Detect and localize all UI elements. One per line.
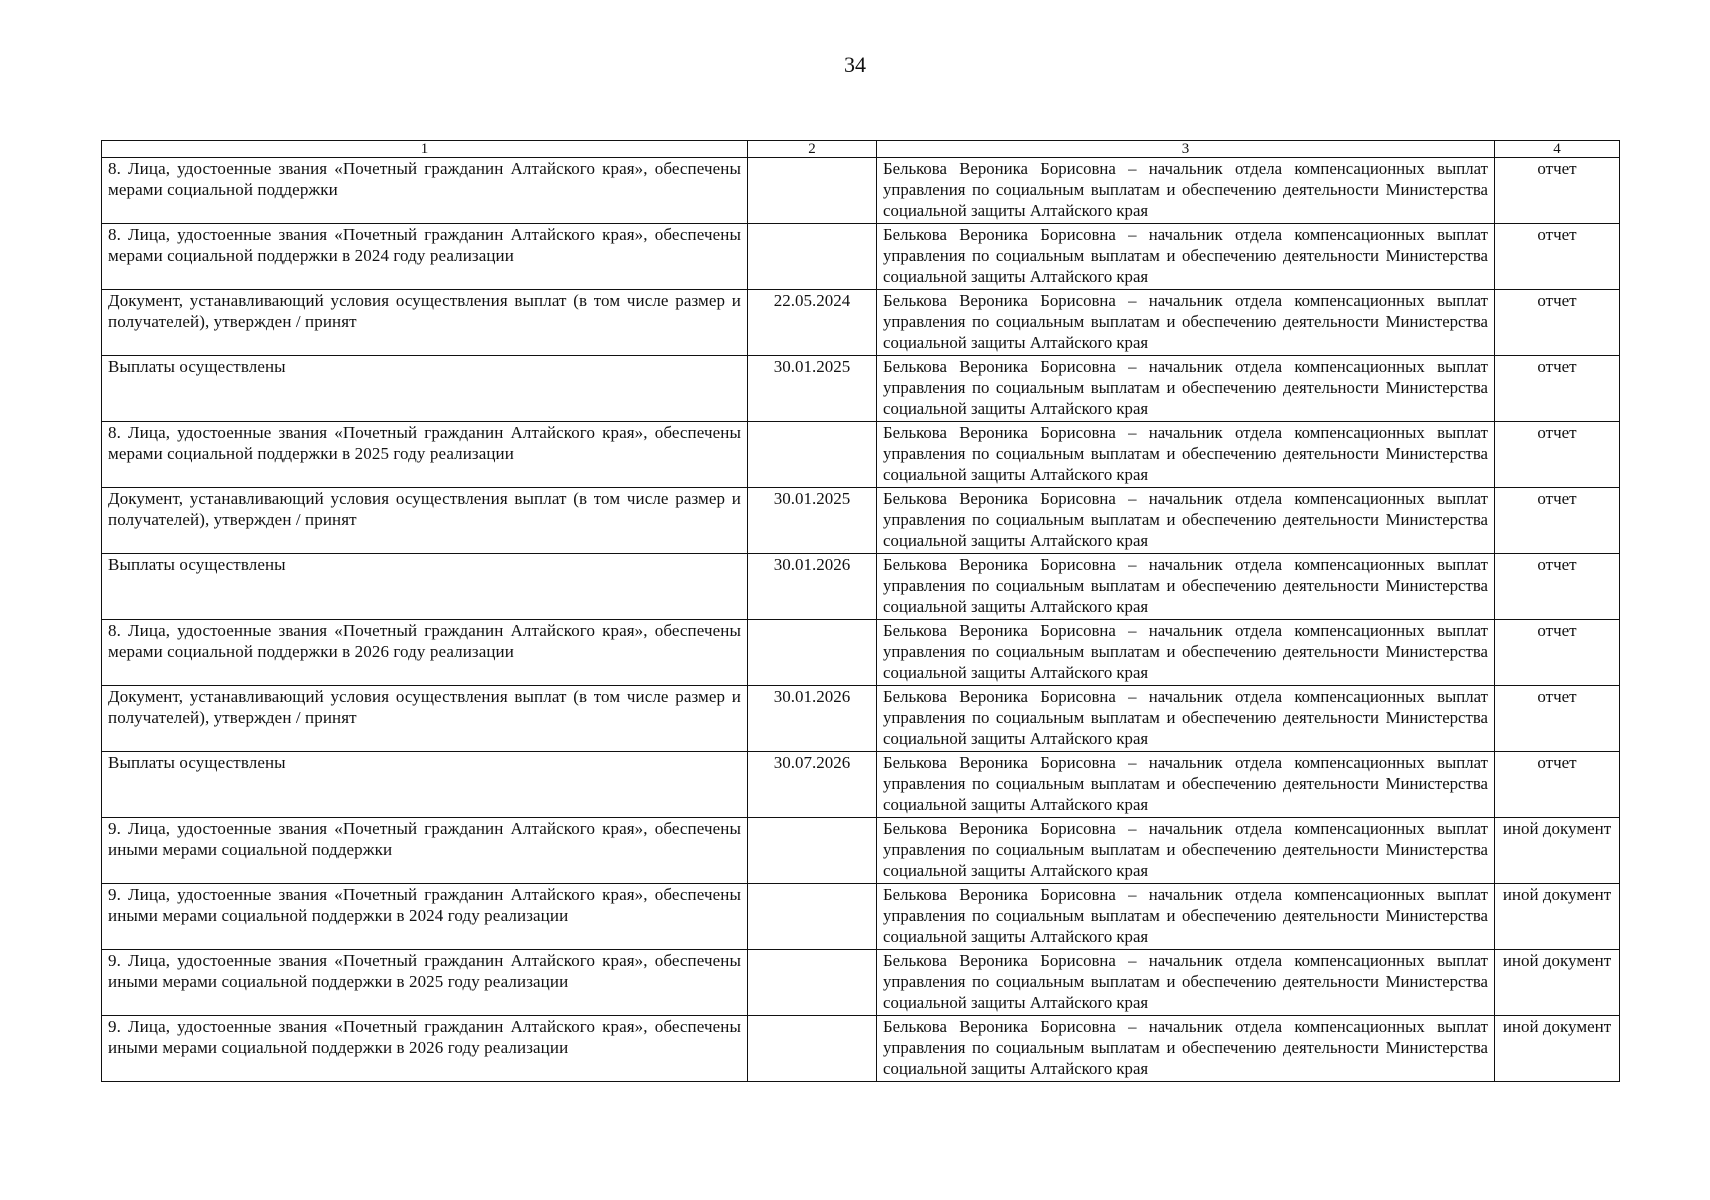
responsible-cell: Белькова Вероника Борисовна – начальник отдела компенсационных выплат управления по социальным выплатам и обеспечению деятельности Министерства социальной защиты Алтайского края	[877, 950, 1495, 1016]
responsible-cell: Белькова Вероника Борисовна – начальник отдела компенсационных выплат управления по социальным выплатам и обеспечению деятельности Министерства социальной защиты Алтайского края	[877, 488, 1495, 554]
page-number: 34	[844, 52, 866, 77]
column-header: 3	[877, 141, 1495, 158]
date-cell	[748, 884, 877, 950]
document-type-cell: иной документ	[1495, 950, 1620, 1016]
date-cell	[748, 620, 877, 686]
result-cell: 8. Лица, удостоенные звания «Почетный гражданин Алтайского края», обеспечены мерами социальной поддержки	[102, 158, 748, 224]
date-cell: 22.05.2024	[748, 290, 877, 356]
table-row	[102, 620, 1620, 686]
column-header: 4	[1495, 141, 1620, 158]
result-cell: 9. Лица, удостоенные звания «Почетный гражданин Алтайского края», обеспечены иными мерами социальной поддержки в 2026 году реализации	[102, 1016, 748, 1082]
responsible-cell: Белькова Вероника Борисовна – начальник отдела компенсационных выплат управления по социальным выплатам и обеспечению деятельности Министерства социальной защиты Алтайского края	[877, 818, 1495, 884]
table-row	[102, 224, 1620, 290]
responsible-cell: Белькова Вероника Борисовна – начальник отдела компенсационных выплат управления по социальным выплатам и обеспечению деятельности Министерства социальной защиты Алтайского края	[877, 554, 1495, 620]
result-cell: Документ, устанавливающий условия осуществления выплат (в том числе размер и получателей), утвержден / принят	[102, 488, 748, 554]
column-header: 1	[102, 141, 748, 158]
table-row	[102, 884, 1620, 950]
table-row	[102, 752, 1620, 818]
result-cell: 9. Лица, удостоенные звания «Почетный гражданин Алтайского края», обеспечены иными мерами социальной поддержки	[102, 818, 748, 884]
table-body	[102, 158, 1620, 1082]
responsible-cell: Белькова Вероника Борисовна – начальник отдела компенсационных выплат управления по социальным выплатам и обеспечению деятельности Министерства социальной защиты Алтайского края	[877, 356, 1495, 422]
document-type-cell: отчет	[1495, 554, 1620, 620]
date-cell: 30.01.2026	[748, 686, 877, 752]
date-cell: 30.01.2025	[748, 488, 877, 554]
document-type-cell: отчет	[1495, 224, 1620, 290]
table-row	[102, 158, 1620, 224]
document-type-cell: иной документ	[1495, 818, 1620, 884]
responsible-cell: Белькова Вероника Борисовна – начальник отдела компенсационных выплат управления по социальным выплатам и обеспечению деятельности Министерства социальной защиты Алтайского края	[877, 422, 1495, 488]
result-cell: 8. Лица, удостоенные звания «Почетный гражданин Алтайского края», обеспечены мерами социальной поддержки в 2025 году реализации	[102, 422, 748, 488]
document-type-cell: отчет	[1495, 158, 1620, 224]
responsible-cell: Белькова Вероника Борисовна – начальник отдела компенсационных выплат управления по социальным выплатам и обеспечению деятельности Министерства социальной защиты Алтайского края	[877, 884, 1495, 950]
responsible-cell: Белькова Вероника Борисовна – начальник отдела компенсационных выплат управления по социальным выплатам и обеспечению деятельности Министерства социальной защиты Алтайского края	[877, 1016, 1495, 1082]
result-cell: Выплаты осуществлены	[102, 356, 748, 422]
date-cell	[748, 224, 877, 290]
result-cell: Документ, устанавливающий условия осуществления выплат (в том числе размер и получателей), утвержден / принят	[102, 686, 748, 752]
responsible-cell: Белькова Вероника Борисовна – начальник отдела компенсационных выплат управления по социальным выплатам и обеспечению деятельности Министерства социальной защиты Алтайского края	[877, 686, 1495, 752]
table-row	[102, 686, 1620, 752]
table-row	[102, 554, 1620, 620]
document-type-cell: отчет	[1495, 422, 1620, 488]
table-row	[102, 290, 1620, 356]
table-row	[102, 818, 1620, 884]
date-cell: 30.01.2026	[748, 554, 877, 620]
date-cell	[748, 950, 877, 1016]
responsible-cell: Белькова Вероника Борисовна – начальник отдела компенсационных выплат управления по социальным выплатам и обеспечению деятельности Министерства социальной защиты Алтайского края	[877, 224, 1495, 290]
date-cell	[748, 158, 877, 224]
date-cell: 30.01.2025	[748, 356, 877, 422]
responsible-cell: Белькова Вероника Борисовна – начальник отдела компенсационных выплат управления по социальным выплатам и обеспечению деятельности Министерства социальной защиты Алтайского края	[877, 620, 1495, 686]
responsible-cell: Белькова Вероника Борисовна – начальник отдела компенсационных выплат управления по социальным выплатам и обеспечению деятельности Министерства социальной защиты Алтайского края	[877, 290, 1495, 356]
responsible-cell: Белькова Вероника Борисовна – начальник отдела компенсационных выплат управления по социальным выплатам и обеспечению деятельности Министерства социальной защиты Алтайского края	[877, 752, 1495, 818]
date-cell	[748, 818, 877, 884]
document-type-cell: отчет	[1495, 620, 1620, 686]
table-row	[102, 356, 1620, 422]
document-type-cell: отчет	[1495, 686, 1620, 752]
table-row	[102, 488, 1620, 554]
document-type-cell: отчет	[1495, 488, 1620, 554]
result-cell: Выплаты осуществлены	[102, 554, 748, 620]
table-header-row	[102, 141, 1620, 158]
document-type-cell: отчет	[1495, 752, 1620, 818]
column-header: 2	[748, 141, 877, 158]
document-type-cell: отчет	[1495, 356, 1620, 422]
responsible-cell: Белькова Вероника Борисовна – начальник отдела компенсационных выплат управления по социальным выплатам и обеспечению деятельности Министерства социальной защиты Алтайского края	[877, 158, 1495, 224]
table-row	[102, 950, 1620, 1016]
date-cell	[748, 1016, 877, 1082]
result-cell: 8. Лица, удостоенные звания «Почетный гражданин Алтайского края», обеспечены мерами социальной поддержки в 2026 году реализации	[102, 620, 748, 686]
result-cell: 8. Лица, удостоенные звания «Почетный гражданин Алтайского края», обеспечены мерами социальной поддержки в 2024 году реализации	[102, 224, 748, 290]
document-type-cell: иной документ	[1495, 1016, 1620, 1082]
date-cell: 30.07.2026	[748, 752, 877, 818]
result-cell: Выплаты осуществлены	[102, 752, 748, 818]
document-type-cell: отчет	[1495, 290, 1620, 356]
result-cell: 9. Лица, удостоенные звания «Почетный гражданин Алтайского края», обеспечены иными мерами социальной поддержки в 2025 году реализации	[102, 950, 748, 1016]
table-row	[102, 1016, 1620, 1082]
result-cell: 9. Лица, удостоенные звания «Почетный гражданин Алтайского края», обеспечены иными мерами социальной поддержки в 2024 году реализации	[102, 884, 748, 950]
document-type-cell: иной документ	[1495, 884, 1620, 950]
date-cell	[748, 422, 877, 488]
data-table	[101, 140, 1620, 1082]
table-row	[102, 422, 1620, 488]
result-cell: Документ, устанавливающий условия осуществления выплат (в том числе размер и получателей), утвержден / принят	[102, 290, 748, 356]
